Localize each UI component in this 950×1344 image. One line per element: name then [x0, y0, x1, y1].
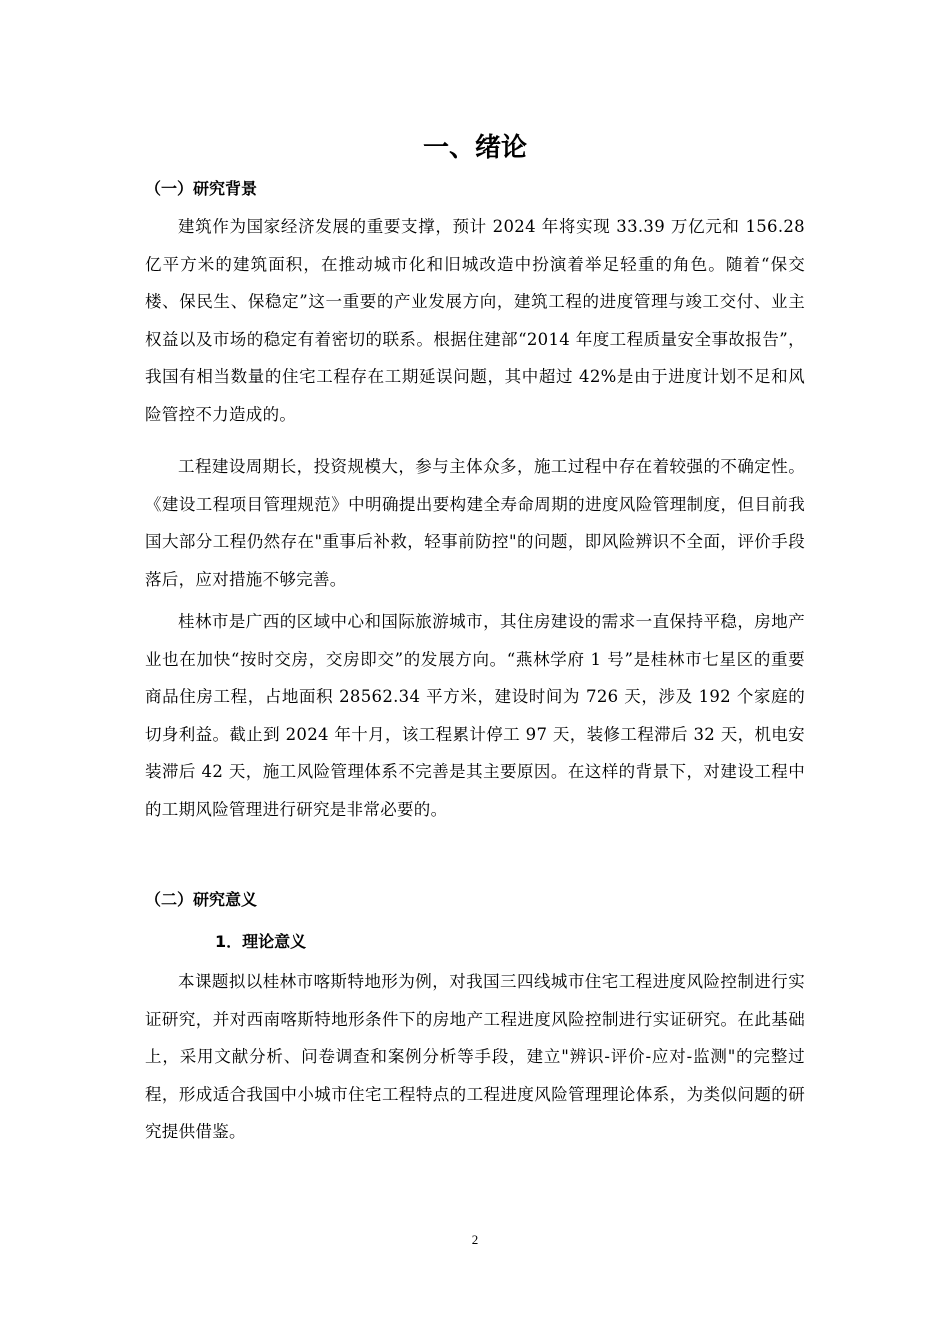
paragraph-background-2: 工程建设周期长，投资规模大，参与主体众多，施工过程中存在着较强的不确定性。《建设工程项目管理规范》中明确提出要构建全寿命周期的进度风险管理制度，但目前我国大部分工程仍然存在"重事后补救，轻事前防控"的问题，即风险辨识不全面，评价手段落后，应对措施不够完善。 — [145, 457, 805, 589]
subheading-theoretical-significance: 1．理论意义 — [215, 932, 307, 951]
section-heading-significance: （二）研究意义 — [145, 890, 258, 909]
page-number: 2 — [471, 1232, 479, 1247]
section-heading-background: （一）研究背景 — [145, 179, 258, 198]
paragraph-background-1: 建筑作为国家经济发展的重要支撑，预计 2024 年将实现 33.39 万亿元和 156.28 亿平方米的建筑面积，在推动城市化和旧城改造中扮演着举足轻重的角色。随着“保交楼、保民生、保稳定”这一重要的产业发展方向，建筑工程的进度管理与竣工交付、业主权益以及市场的稳定有着密切的联系。根据住建部“2014 年度工程质量安全事故报告”，我国有相当数量的住宅工程存在工期延误问题，其中超过 42%是由于进度计划不足和风险管控不力造成的。 — [145, 217, 805, 424]
chapter-title: 一、绪论 — [422, 133, 527, 163]
paragraph-theoretical-significance: 本课题拟以桂林市喀斯特地形为例，对我国三四线城市住宅工程进度风险控制进行实证研究，并对西南喀斯特地形条件下的房地产工程进度风险控制进行实证研究。在此基础上，采用文献分析、问卷调查和案例分析等手段，建立"辨识-评价-应对-监测"的完整过程，形成适合我国中小城市住宅工程特点的工程进度风险管理理论体系，为类似问题的研究提供借鉴。 — [145, 972, 805, 1141]
paragraph-background-3: 桂林市是广西的区域中心和国际旅游城市，其住房建设的需求一直保持平稳，房地产业也在加快“按时交房，交房即交”的发展方向。“燕林学府 1 号”是桂林市七星区的重要商品住房工程，占地面积 28562.34 平方米，建设时间为 726 天，涉及 192 个家庭的切身利益。截止到 2024 年十月，该工程累计停工 97 天，装修工程滞后 32 天，机电安装滞后 42 天，施工风险管理体系不完善是其主要原因。在这样的背景下，对建设工程中的工期风险管理进行研究是非常必要的。 — [145, 612, 805, 819]
